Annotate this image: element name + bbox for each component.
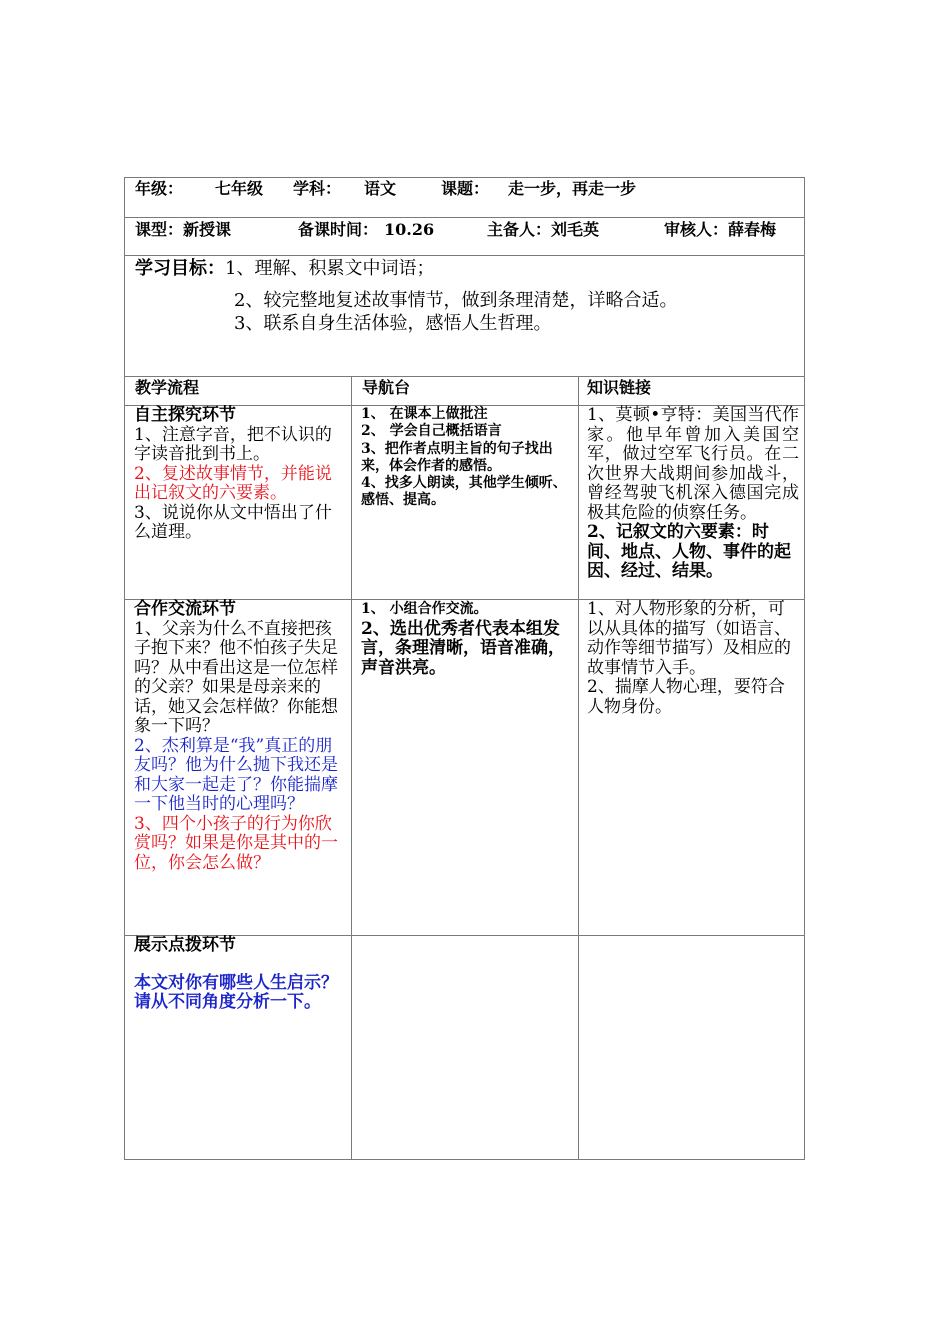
discussion-prompt: 本文对你有哪些人生启示？请从不同角度分析一下。 <box>134 972 338 1012</box>
section2-process-cell <box>134 600 346 873</box>
lesson-type-value: 新授课 <box>183 220 232 239</box>
list-item: 1、莫顿•亨特：美国当代作家。他早年曾加入美国空军，做过空军飞行员。在二次世界大战期间参加战斗，曾经驾驶飞机深入德国完成极其危险的侦察任务。 <box>587 405 799 523</box>
objective-item: 3、联系自身生活体验，感悟人生哲理。 <box>234 313 552 334</box>
row-divider <box>125 376 804 377</box>
section1-process-cell <box>134 406 346 543</box>
section1-knowledge-cell <box>587 406 799 582</box>
grade-value: 七年级 <box>215 179 264 198</box>
objective-item: 1、理解、积累文中词语； <box>225 258 435 279</box>
lesson-type <box>135 220 231 240</box>
row-divider <box>125 217 804 218</box>
column-header-guide: 导航台 <box>362 378 411 397</box>
preparer-label: 主备人： <box>487 220 552 239</box>
reviewer-label: 审核人： <box>664 220 729 239</box>
section-title: 自主探究环节 <box>134 405 236 425</box>
list-item: 1、对人物形象的分析，可以从具体的描写（如语言、动作等细节描写）及相应的故事情节入手。 <box>587 599 791 678</box>
section1-guide-cell <box>361 406 573 510</box>
reviewer-value: 薛春梅 <box>728 220 777 239</box>
header-row <box>135 179 183 199</box>
list-item: 2、 学会自己概括语言 <box>361 423 502 440</box>
lesson-label: 课题： <box>441 179 490 198</box>
grade-label: 年级： <box>135 179 184 198</box>
prep-date <box>298 220 434 240</box>
list-item: 3、说说你从文中悟出了什么道理。 <box>134 502 332 542</box>
column-divider <box>351 376 352 1159</box>
list-item: 2、揣摩人物心理，要符合人物身份。 <box>587 677 785 717</box>
objectives-label: 学习目标： <box>135 258 225 279</box>
list-item: 1、父亲为什么不直接把孩子抱下来？他不怕孩子失足吗？从中看出这是一位怎样的父亲？如果是母亲来的话，她又会怎样做？你能想象一下吗？ <box>134 618 338 736</box>
prep-date-value: 10.26 <box>384 220 435 239</box>
subject-value: 语文 <box>364 179 397 198</box>
objectives <box>135 258 434 280</box>
prep-date-label: 备课时间： <box>298 220 379 239</box>
list-item: 2、杰利算是“我”真正的朋友吗？他为什么抛下我还是和大家一起走了？你能揣摩一下他当时的心理吗？ <box>134 735 338 814</box>
list-item: 1、 小组合作交流。 <box>361 601 488 617</box>
list-item: 1、 在课本上做批注 <box>361 406 488 422</box>
list-item: 3、把作者点明主旨的句子找出来，体会作者的感悟。 <box>361 440 553 474</box>
column-header-knowledge: 知识链接 <box>587 378 652 397</box>
list-item: 4、找多人朗读，其他学生倾听、感悟、提高。 <box>361 475 567 509</box>
section2-guide-cell <box>361 600 573 678</box>
list-item: 2、选出优秀者代表本组发言，条理清晰，语音准确，声音洪亮。 <box>361 618 565 678</box>
section-title: 合作交流环节 <box>134 599 236 619</box>
column-header-process: 教学流程 <box>135 378 200 397</box>
lesson-type-label: 课型： <box>135 220 184 239</box>
section2-knowledge-cell <box>587 600 799 717</box>
row-divider <box>125 255 804 256</box>
list-item: 1、注意字音，把不认识的字读音批到书上。 <box>134 424 332 464</box>
preparer-value: 刘毛英 <box>551 220 600 239</box>
subject-label: 学科： <box>293 179 342 198</box>
column-divider <box>578 376 579 1159</box>
preparer <box>487 220 599 240</box>
lesson-title: 走一步，再走一步 <box>508 179 637 198</box>
reviewer <box>664 220 776 240</box>
section-title: 展示点拨环节 <box>134 935 236 955</box>
list-item: 2、记叙文的六要素：时间、地点、人物、事件的起因、经过、结果。 <box>587 522 791 581</box>
objective-item: 2、较完整地复述故事情节，做到条理清楚，详略合适。 <box>234 290 678 311</box>
list-item: 3、四个小孩子的行为你欣赏吗？如果是你是其中的一位，你会怎么做？ <box>134 813 338 873</box>
list-item: 2、复述故事情节，并能说出记叙文的六要素。 <box>134 463 332 503</box>
section3-process-cell <box>134 936 340 1013</box>
